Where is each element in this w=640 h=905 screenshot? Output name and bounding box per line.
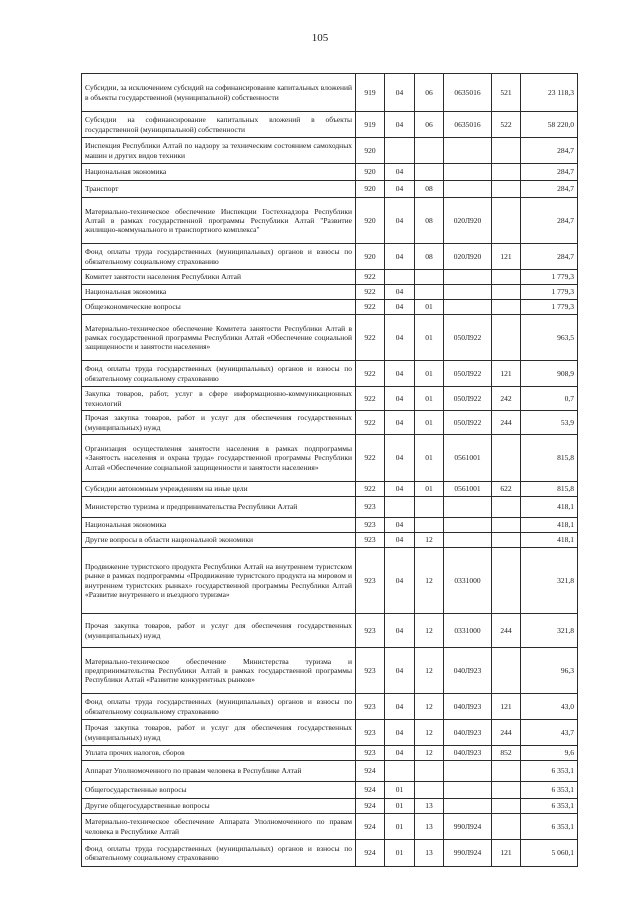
cell-item-name: Закупка товаров, работ, услуг в сфере информационно-коммуникационных технологий (82, 387, 356, 411)
cell-section-code: 04 (385, 74, 415, 112)
cell-section-code (385, 497, 415, 518)
cell-amount: 284,7 (521, 198, 578, 244)
cell-item-name: Субсидии, за исключением субсидий на софинансирование капитальных вложений в объекты государственной (муниципальной) собственности (82, 74, 356, 112)
cell-admin-code: 923 (356, 614, 385, 648)
cell-item-name: Материально-техническое обеспечение Инспекции Гостехнадзора Республики Алтай в рамках государственной программы Республики Алтай "Развитие жилищно-коммунального и транспортного комплекса" (82, 198, 356, 244)
cell-expense-type-code (492, 198, 521, 244)
cell-expense-type-code: 121 (492, 840, 521, 867)
cell-item-name: Субсидии автономным учреждениям на иные цели (82, 482, 356, 497)
cell-amount: 963,5 (521, 315, 578, 361)
cell-section-code: 01 (385, 782, 415, 799)
cell-amount: 284,7 (521, 164, 578, 181)
table-row (82, 112, 578, 138)
cell-target-article-code: 040Л923 (444, 720, 492, 746)
budget-table-body (82, 74, 578, 867)
cell-item-name: Прочая закупка товаров, работ и услуг для обеспечения государственных (муниципальных) нужд (82, 411, 356, 435)
cell-item-name: Национальная экономика (82, 518, 356, 533)
cell-item-name: Организация осуществления занятости населения в рамках подпрограммы «Занятость населения и охрана труда» государственной программы Республики Алтай «Обеспечение социальной защищенности и занятости населения» (82, 435, 356, 482)
cell-subsection-code: 01 (415, 361, 444, 387)
cell-amount: 284,7 (521, 244, 578, 270)
cell-item-name: Транспорт (82, 181, 356, 198)
table-row (82, 74, 578, 112)
cell-admin-code: 920 (356, 138, 385, 164)
table-row (82, 746, 578, 761)
cell-admin-code: 923 (356, 720, 385, 746)
cell-amount: 418,1 (521, 497, 578, 518)
table-row (82, 198, 578, 244)
cell-section-code (385, 761, 415, 782)
table-row (82, 138, 578, 164)
cell-item-name: Материально-техническое обеспечение Комитета занятости Республики Алтай в рамках государственной программы Республики Алтай «Обеспечение социальной защищенности и занятости населения» (82, 315, 356, 361)
cell-target-article-code (444, 300, 492, 315)
cell-amount: 418,1 (521, 533, 578, 548)
cell-admin-code: 924 (356, 799, 385, 814)
cell-target-article-code: 0635016 (444, 74, 492, 112)
cell-admin-code: 920 (356, 198, 385, 244)
table-row (82, 315, 578, 361)
cell-admin-code: 923 (356, 694, 385, 720)
cell-target-article-code (444, 285, 492, 300)
cell-expense-type-code (492, 270, 521, 285)
cell-amount: 53,9 (521, 411, 578, 435)
table-row (82, 270, 578, 285)
cell-expense-type-code: 622 (492, 482, 521, 497)
cell-section-code: 04 (385, 361, 415, 387)
table-row (82, 694, 578, 720)
cell-subsection-code: 12 (415, 720, 444, 746)
cell-item-name: Фонд оплаты труда государственных (муниципальных) органов и взносы по обязательному социальному страхованию (82, 694, 356, 720)
table-row (82, 411, 578, 435)
cell-item-name: Фонд оплаты труда государственных (муниципальных) органов и взносы по обязательному социальному страхованию (82, 244, 356, 270)
cell-admin-code: 919 (356, 112, 385, 138)
cell-subsection-code (415, 285, 444, 300)
cell-section-code: 04 (385, 198, 415, 244)
cell-expense-type-code (492, 518, 521, 533)
cell-target-article-code: 020Л920 (444, 244, 492, 270)
cell-subsection-code: 12 (415, 694, 444, 720)
cell-item-name: Продвижение туристского продукта Республики Алтай на внутреннем туристском рынке в рамках подпрограммы «Продвижение туристского продукта на мировом и внутреннем туристских рынках» государственной программы Республики Алтай «Развитие внутреннего и въездного туризма» (82, 548, 356, 614)
cell-target-article-code (444, 270, 492, 285)
cell-subsection-code: 13 (415, 814, 444, 840)
table-row (82, 840, 578, 867)
cell-subsection-code: 12 (415, 548, 444, 614)
cell-expense-type-code (492, 799, 521, 814)
cell-subsection-code (415, 518, 444, 533)
cell-amount: 1 779,3 (521, 270, 578, 285)
cell-target-article-code: 990Л924 (444, 840, 492, 867)
cell-target-article-code: 040Л923 (444, 694, 492, 720)
cell-target-article-code: 0561001 (444, 482, 492, 497)
cell-target-article-code: 050Л922 (444, 387, 492, 411)
cell-subsection-code: 01 (415, 387, 444, 411)
cell-admin-code: 922 (356, 270, 385, 285)
cell-target-article-code: 040Л923 (444, 648, 492, 694)
cell-amount: 6 353,1 (521, 814, 578, 840)
cell-item-name: Прочая закупка товаров, работ и услуг для обеспечения государственных (муниципальных) нужд (82, 614, 356, 648)
cell-subsection-code: 12 (415, 614, 444, 648)
cell-item-name: Национальная экономика (82, 164, 356, 181)
cell-target-article-code (444, 138, 492, 164)
cell-amount: 1 779,3 (521, 285, 578, 300)
cell-section-code: 04 (385, 746, 415, 761)
cell-section-code: 04 (385, 720, 415, 746)
cell-section-code: 01 (385, 799, 415, 814)
table-row (82, 782, 578, 799)
cell-admin-code: 922 (356, 387, 385, 411)
cell-target-article-code (444, 181, 492, 198)
cell-expense-type-code: 121 (492, 694, 521, 720)
cell-admin-code: 923 (356, 497, 385, 518)
cell-section-code: 04 (385, 548, 415, 614)
cell-admin-code: 922 (356, 315, 385, 361)
cell-amount: 43,0 (521, 694, 578, 720)
table-row (82, 164, 578, 181)
cell-subsection-code: 06 (415, 112, 444, 138)
cell-target-article-code: 040Л923 (444, 746, 492, 761)
cell-amount: 1 779,3 (521, 300, 578, 315)
cell-expense-type-code (492, 533, 521, 548)
cell-amount: 284,7 (521, 181, 578, 198)
cell-section-code: 04 (385, 112, 415, 138)
cell-admin-code: 924 (356, 761, 385, 782)
table-row (82, 533, 578, 548)
cell-item-name: Уплата прочих налогов, сборов (82, 746, 356, 761)
cell-subsection-code: 08 (415, 181, 444, 198)
budget-table (81, 73, 578, 867)
cell-admin-code: 923 (356, 533, 385, 548)
cell-target-article-code: 0635016 (444, 112, 492, 138)
cell-subsection-code (415, 782, 444, 799)
cell-item-name: Комитет занятости населения Республики Алтай (82, 270, 356, 285)
table-row (82, 720, 578, 746)
cell-expense-type-code: 121 (492, 244, 521, 270)
cell-amount: 321,8 (521, 614, 578, 648)
cell-section-code: 04 (385, 285, 415, 300)
cell-target-article-code (444, 518, 492, 533)
cell-target-article-code: 020Л920 (444, 198, 492, 244)
table-row (82, 285, 578, 300)
cell-expense-type-code (492, 164, 521, 181)
cell-target-article-code: 0331000 (444, 548, 492, 614)
cell-amount: 23 118,3 (521, 74, 578, 112)
cell-section-code: 04 (385, 315, 415, 361)
cell-target-article-code: 050Л922 (444, 411, 492, 435)
cell-item-name: Субсидии на софинансирование капитальных вложений в объекты государственной (муниципальной) собственности (82, 112, 356, 138)
cell-admin-code: 922 (356, 482, 385, 497)
cell-item-name: Инспекция Республики Алтай по надзору за техническим состоянием самоходных машин и других видов техники (82, 138, 356, 164)
table-row (82, 497, 578, 518)
cell-expense-type-code (492, 315, 521, 361)
cell-expense-type-code (492, 285, 521, 300)
cell-subsection-code: 12 (415, 533, 444, 548)
cell-section-code: 04 (385, 411, 415, 435)
cell-section-code: 01 (385, 840, 415, 867)
cell-admin-code: 922 (356, 411, 385, 435)
cell-amount: 43,7 (521, 720, 578, 746)
cell-expense-type-code (492, 761, 521, 782)
cell-subsection-code: 01 (415, 315, 444, 361)
cell-subsection-code: 01 (415, 300, 444, 315)
cell-target-article-code (444, 533, 492, 548)
cell-subsection-code: 08 (415, 198, 444, 244)
cell-admin-code: 920 (356, 164, 385, 181)
cell-subsection-code (415, 138, 444, 164)
cell-section-code: 04 (385, 533, 415, 548)
cell-amount: 418,1 (521, 518, 578, 533)
cell-amount: 908,9 (521, 361, 578, 387)
cell-subsection-code: 08 (415, 244, 444, 270)
cell-section-code: 04 (385, 518, 415, 533)
cell-target-article-code: 050Л922 (444, 315, 492, 361)
cell-item-name: Аппарат Уполномоченного по правам человека в Республике Алтай (82, 761, 356, 782)
cell-item-name: Другие общегосударственные вопросы (82, 799, 356, 814)
cell-section-code: 04 (385, 181, 415, 198)
cell-admin-code: 923 (356, 518, 385, 533)
cell-expense-type-code: 242 (492, 387, 521, 411)
cell-amount: 6 353,1 (521, 761, 578, 782)
cell-admin-code: 924 (356, 814, 385, 840)
cell-amount: 284,7 (521, 138, 578, 164)
cell-admin-code: 922 (356, 285, 385, 300)
cell-item-name: Прочая закупка товаров, работ и услуг для обеспечения государственных (муниципальных) нужд (82, 720, 356, 746)
cell-target-article-code (444, 761, 492, 782)
cell-expense-type-code: 244 (492, 411, 521, 435)
cell-admin-code: 920 (356, 181, 385, 198)
cell-expense-type-code: 852 (492, 746, 521, 761)
cell-expense-type-code (492, 814, 521, 840)
table-row (82, 548, 578, 614)
table-row (82, 648, 578, 694)
cell-section-code: 04 (385, 164, 415, 181)
table-row (82, 361, 578, 387)
cell-amount: 6 353,1 (521, 782, 578, 799)
cell-admin-code: 920 (356, 244, 385, 270)
cell-admin-code: 924 (356, 840, 385, 867)
table-row (82, 614, 578, 648)
cell-section-code: 01 (385, 814, 415, 840)
table-row (82, 482, 578, 497)
cell-target-article-code (444, 799, 492, 814)
cell-admin-code: 924 (356, 782, 385, 799)
table-row (82, 518, 578, 533)
cell-amount: 6 353,1 (521, 799, 578, 814)
cell-expense-type-code (492, 782, 521, 799)
table-row (82, 300, 578, 315)
cell-section-code: 04 (385, 244, 415, 270)
table-row (82, 181, 578, 198)
cell-amount: 815,8 (521, 482, 578, 497)
cell-expense-type-code: 521 (492, 74, 521, 112)
table-row (82, 244, 578, 270)
table-row (82, 799, 578, 814)
cell-subsection-code: 06 (415, 74, 444, 112)
cell-subsection-code (415, 270, 444, 285)
cell-expense-type-code: 522 (492, 112, 521, 138)
cell-subsection-code: 13 (415, 799, 444, 814)
cell-section-code: 04 (385, 387, 415, 411)
cell-subsection-code (415, 761, 444, 782)
cell-target-article-code: 0561001 (444, 435, 492, 482)
cell-section-code: 04 (385, 482, 415, 497)
cell-amount: 321,8 (521, 548, 578, 614)
cell-item-name: Фонд оплаты труда государственных (муниципальных) органов и взносы по обязательному социальному страхованию (82, 361, 356, 387)
cell-item-name: Национальная экономика (82, 285, 356, 300)
cell-admin-code: 922 (356, 300, 385, 315)
cell-item-name: Министерство туризма и предпринимательства Республики Алтай (82, 497, 356, 518)
cell-expense-type-code (492, 138, 521, 164)
cell-amount: 5 060,1 (521, 840, 578, 867)
cell-expense-type-code (492, 435, 521, 482)
cell-admin-code: 923 (356, 648, 385, 694)
cell-target-article-code (444, 164, 492, 181)
cell-section-code: 04 (385, 614, 415, 648)
cell-target-article-code (444, 497, 492, 518)
cell-expense-type-code (492, 497, 521, 518)
cell-subsection-code (415, 497, 444, 518)
cell-section-code (385, 270, 415, 285)
cell-admin-code: 919 (356, 74, 385, 112)
cell-amount: 96,3 (521, 648, 578, 694)
cell-subsection-code: 01 (415, 411, 444, 435)
cell-item-name: Материально-техническое обеспечение Министерства туризма и предпринимательства Республики Алтай в рамках государственной программы Республики Алтай «Развитие конкурентных рынков» (82, 648, 356, 694)
table-row (82, 814, 578, 840)
cell-expense-type-code: 244 (492, 614, 521, 648)
cell-expense-type-code (492, 548, 521, 614)
cell-target-article-code: 0331000 (444, 614, 492, 648)
cell-section-code: 04 (385, 648, 415, 694)
cell-amount: 58 220,0 (521, 112, 578, 138)
table-row (82, 761, 578, 782)
cell-target-article-code: 050Л922 (444, 361, 492, 387)
cell-subsection-code: 13 (415, 840, 444, 867)
cell-subsection-code: 12 (415, 648, 444, 694)
table-row (82, 435, 578, 482)
cell-expense-type-code (492, 648, 521, 694)
cell-section-code: 04 (385, 694, 415, 720)
cell-amount: 815,8 (521, 435, 578, 482)
cell-item-name: Материально-техническое обеспечение Аппарата Уполномоченного по правам человека в Республике Алтай (82, 814, 356, 840)
page-number: 105 (311, 32, 329, 44)
cell-amount: 0,7 (521, 387, 578, 411)
cell-target-article-code (444, 782, 492, 799)
cell-section-code: 04 (385, 300, 415, 315)
cell-item-name: Общеэкономические вопросы (82, 300, 356, 315)
cell-item-name: Общегосударственные вопросы (82, 782, 356, 799)
table-row (82, 387, 578, 411)
cell-target-article-code: 990Л924 (444, 814, 492, 840)
cell-subsection-code: 12 (415, 746, 444, 761)
cell-subsection-code: 01 (415, 435, 444, 482)
cell-admin-code: 922 (356, 361, 385, 387)
cell-expense-type-code: 244 (492, 720, 521, 746)
cell-section-code (385, 138, 415, 164)
cell-expense-type-code (492, 300, 521, 315)
cell-subsection-code (415, 164, 444, 181)
cell-expense-type-code: 121 (492, 361, 521, 387)
cell-admin-code: 922 (356, 435, 385, 482)
cell-subsection-code: 01 (415, 482, 444, 497)
cell-expense-type-code (492, 181, 521, 198)
cell-item-name: Фонд оплаты труда государственных (муниципальных) органов и взносы по обязательному социальному страхованию (82, 840, 356, 867)
cell-item-name: Другие вопросы в области национальной экономики (82, 533, 356, 548)
cell-admin-code: 923 (356, 548, 385, 614)
cell-amount: 9,6 (521, 746, 578, 761)
cell-admin-code: 923 (356, 746, 385, 761)
cell-section-code: 04 (385, 435, 415, 482)
